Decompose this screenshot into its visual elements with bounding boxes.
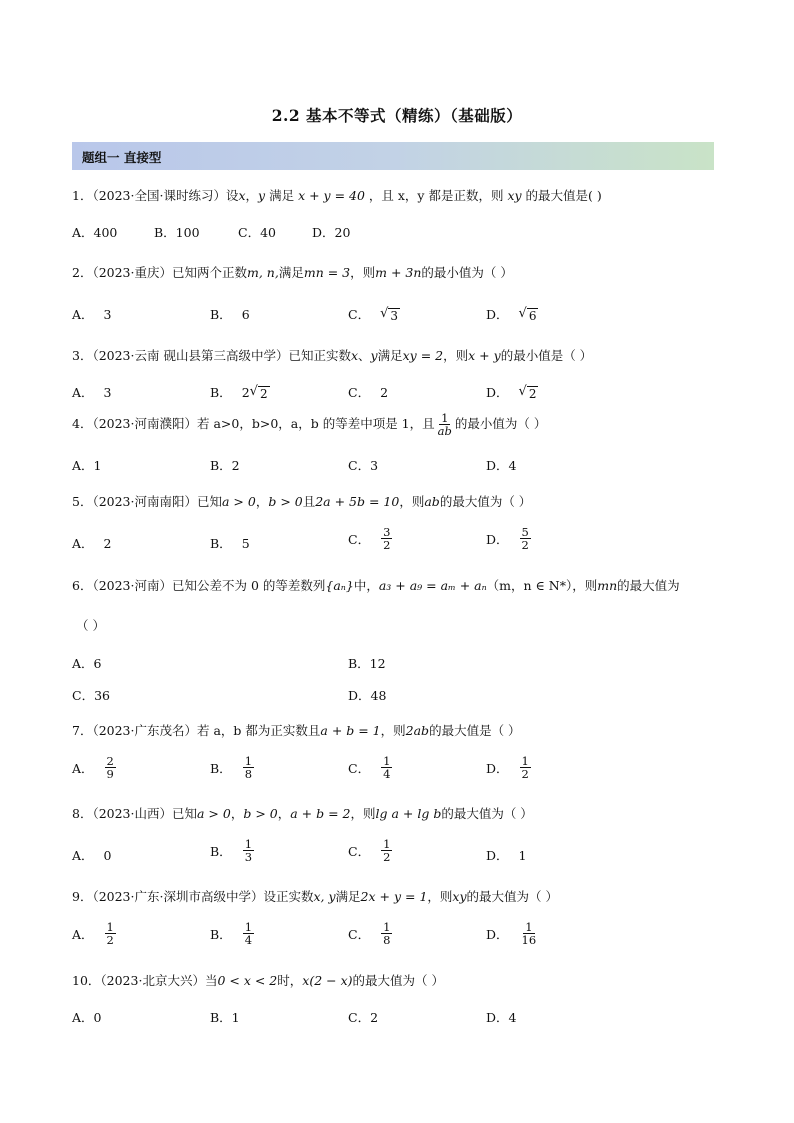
- question-1-options: [72, 223, 732, 249]
- option-c[interactable]: C． $\frac{3}{2}$: [348, 525, 391, 552]
- option-d[interactable]: D．4: [486, 1010, 517, 1025]
- fraction: $\frac{3}{2}$: [383, 525, 391, 552]
- option-c[interactable]: C．36: [72, 688, 110, 703]
- option-c[interactable]: C． $\frac{1}{8}$: [348, 920, 391, 947]
- option-d[interactable]: D．20: [312, 225, 351, 240]
- option-c[interactable]: C． $\frac{1}{2}$: [348, 837, 391, 864]
- fraction: $\frac{5}{2}$: [521, 525, 529, 552]
- question-10-options: [72, 1008, 732, 1034]
- question-6: 6．（2023·河南）已知公差不为 0 的等差数列{aₙ}中，a₃ + a₉ = aₘ + aₙ（m，n ∈ N*），则mn的最大值为: [72, 578, 680, 593]
- page-title: 2.2 基本不等式（精练）（基础版）: [271, 106, 523, 125]
- sqrt: √ 2: [518, 383, 537, 401]
- question-3-options: [72, 383, 732, 409]
- question-8: 8．（2023·山西）已知a > 0，b > 0，a + b = 2，则lg a + lg b的最大值为（ ）: [72, 806, 533, 821]
- option-b[interactable]: B． 2 √ 2: [210, 383, 268, 401]
- option-d[interactable]: D． 1: [486, 847, 527, 863]
- question-2: 2．（2023·重庆）已知两个正数m, n,满足mn = 3，则m + 3n的最小值为（ ）: [72, 265, 513, 280]
- question-1: 1．（2023·全国·课时练习）设x，y 满足 x + y = 40 ，且 x，y 都是正数，则 xy 的最大值是( ): [72, 188, 602, 203]
- option-a[interactable]: A． 3: [72, 306, 112, 322]
- option-d[interactable]: D． √ 6: [486, 305, 537, 323]
- option-a[interactable]: A． 3: [72, 384, 112, 400]
- option-b[interactable]: B． 6: [210, 306, 250, 322]
- option-d[interactable]: D． $\frac{1}{2}$: [486, 754, 529, 781]
- fraction: $\frac{2}{9}$: [106, 754, 114, 781]
- fraction: $\frac{1}{2}$: [383, 837, 391, 864]
- option-b[interactable]: B．12: [348, 656, 386, 671]
- option-c[interactable]: C． $\frac{1}{4}$: [348, 754, 391, 781]
- option-a[interactable]: A． 2: [72, 535, 112, 551]
- option-c[interactable]: C． √ 3: [348, 305, 399, 323]
- fraction: $\frac{1}{4}$: [383, 754, 391, 781]
- option-b[interactable]: B．1: [210, 1010, 240, 1025]
- question-8-options: [72, 838, 732, 872]
- question-5: 5．（2023·河南南阳）已知a > 0，b > 0且2a + 5b = 10，则ab的最大值为（ ）: [72, 494, 532, 509]
- question-4: 4．（2023·河南濮阳）若 a>0，b>0，a，b 的等差中项是 1，且 $\frac{1}{ab}$ 的最小值为（ ）: [72, 411, 547, 438]
- question-7-options: [72, 755, 732, 789]
- option-a[interactable]: A．0: [72, 1010, 102, 1025]
- option-a[interactable]: A． $\frac{2}{9}$: [72, 754, 114, 781]
- question-2-options: [72, 305, 732, 331]
- fraction: $\frac{1}{ab}$: [437, 411, 452, 438]
- sqrt: √ 2: [249, 383, 268, 401]
- fraction: $\frac{1}{16}$: [521, 920, 537, 947]
- question-4-options: [72, 456, 732, 482]
- option-d[interactable]: D． √ 2: [486, 383, 537, 401]
- option-a[interactable]: A． 0: [72, 847, 112, 863]
- question-6-options-row2: [72, 686, 732, 712]
- option-d[interactable]: D． $\frac{1}{16}$: [486, 920, 537, 947]
- option-a[interactable]: A．6: [72, 656, 102, 671]
- question-9: 9．（2023·广东·深圳市高级中学）设正实数x, y满足2x + y = 1，则xy的最大值为（ ）: [72, 889, 559, 904]
- option-b[interactable]: B． 5: [210, 535, 250, 551]
- question-9-options: [72, 921, 732, 955]
- option-a[interactable]: A．400: [72, 225, 118, 240]
- option-a[interactable]: A．1: [72, 458, 102, 473]
- option-b[interactable]: B．2: [210, 458, 240, 473]
- fraction: $\frac{1}{2}$: [106, 920, 114, 947]
- question-6-options-row1: [72, 654, 732, 680]
- question-3: 3．（2023·云南 砚山县第三高级中学）已知正实数x、y满足xy = 2，则x + y的最小值是（ ）: [72, 348, 593, 363]
- option-c[interactable]: C．40: [238, 225, 276, 240]
- sqrt: √ 6: [518, 305, 537, 323]
- fraction: $\frac{1}{3}$: [244, 837, 253, 864]
- option-d[interactable]: D．4: [486, 458, 517, 473]
- option-b[interactable]: B．100: [154, 225, 200, 240]
- option-a[interactable]: A． $\frac{1}{2}$: [72, 920, 114, 947]
- question-10: 10．（2023·北京大兴）当0 < x < 2时，x(2 − x)的最大值为（ ）: [72, 973, 444, 988]
- option-c[interactable]: C． 2: [348, 384, 389, 400]
- option-b[interactable]: B． $\frac{1}{3}$: [210, 837, 253, 864]
- question-7: 7．（2023·广东茂名）若 a，b 都为正实数且a + b = 1，则2ab的最大值是（ ）: [72, 723, 521, 738]
- fraction: $\frac{1}{2}$: [521, 754, 529, 781]
- option-b[interactable]: B． $\frac{1}{8}$: [210, 754, 253, 781]
- option-b[interactable]: B． $\frac{1}{4}$: [210, 920, 253, 947]
- section-label: 题组一 直接型: [82, 150, 162, 165]
- option-d[interactable]: D． $\frac{5}{2}$: [486, 525, 529, 552]
- question-5-options: [72, 526, 732, 560]
- option-d[interactable]: D．48: [348, 688, 387, 703]
- question-6-blank: （ ）: [76, 618, 105, 633]
- option-c[interactable]: C．2: [348, 1010, 379, 1025]
- fraction: $\frac{1}{8}$: [244, 754, 253, 781]
- option-c[interactable]: C．3: [348, 458, 379, 473]
- fraction: $\frac{1}{4}$: [244, 920, 253, 947]
- sqrt: √ 3: [380, 305, 399, 323]
- section-bar: [72, 142, 714, 170]
- fraction: $\frac{1}{8}$: [383, 920, 391, 947]
